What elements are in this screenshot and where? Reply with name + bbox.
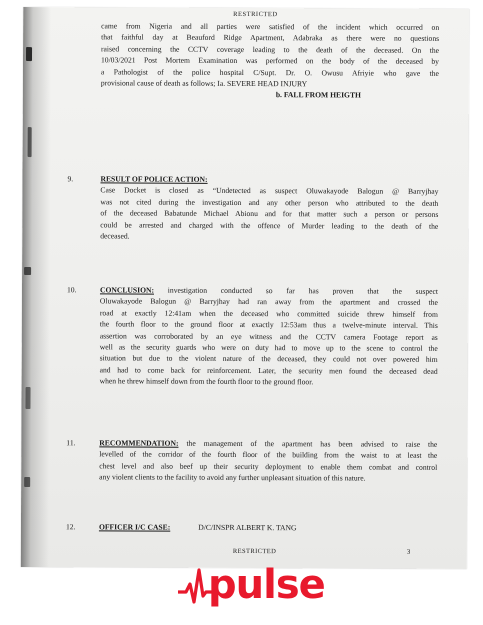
text-line: could be arrested and charged with the offence of Murder leading to the death of the	[100, 219, 439, 231]
section-recommendation	[99, 437, 437, 484]
text-line: and had to come back for reinforcement. Later, the security men found the deceased dead	[99, 365, 438, 376]
officer-name: D/C/INSPR ALBERT K. TANG	[198, 522, 297, 533]
section-result-of-police-action	[100, 173, 438, 243]
text-line: Case Docket is closed as “Undetected as suspect Oluwakayode Balogun @ Barryjhay	[100, 185, 439, 197]
text-line: Oluwakayode Balogun @ Barryjhay had ran away from the apartment and crossed the	[99, 296, 438, 308]
text-line: situation but due to the violent nature of the deceased, they could not over powered him	[99, 353, 438, 365]
text-line: of the deceased Babatunde Michael Abionu and for that matter such a person or persons	[100, 208, 439, 220]
intro-paragraph	[101, 20, 439, 101]
section-number: 10.	[66, 285, 77, 295]
section-conclusion	[100, 284, 438, 388]
text-line: raised concerning the CCTV coverage leading to the death of the deceased. On the	[101, 44, 440, 55]
pulse-logo	[178, 562, 325, 614]
text-line: well as the security guards who were on duty had to move up to the scene to control the	[99, 342, 438, 353]
cause-b-line: b. FALL FROM HEIGTH	[275, 90, 361, 100]
section-heading: CONCLUSION:	[99, 285, 155, 295]
section-officer-ic-case	[99, 521, 437, 534]
text-line: chest level and also beef up their security deployment to enable them combat and control	[99, 461, 438, 472]
text-line: assertion was corroborated by an eye witness and the CCTV camera Footage report as	[99, 330, 438, 342]
page-number: 3	[406, 548, 411, 556]
text-line: deceased.	[100, 231, 130, 241]
section-heading: RECOMMENDATION:	[99, 438, 179, 448]
text-line: the fourth floor to the ground floor at exactly 12:53am thus a twelve-minute interval. This	[99, 319, 438, 331]
section-heading: OFFICER I/C CASE:	[98, 522, 171, 532]
scan-speck	[25, 387, 30, 409]
footer-restricted: RESTRICTED	[232, 547, 277, 556]
scanned-document-page	[21, 7, 469, 569]
text-line: 10/03/2021 Post Mortem Examination was performed on the body of the deceased by	[100, 55, 440, 67]
scan-speck	[24, 477, 30, 487]
text-line: when he threw himself down from the fourth floor to the ground floor.	[99, 376, 314, 387]
section-number: 9.	[67, 174, 74, 184]
text-line: that faithful day at Beauford Ridge Apartment, Adabraka as there were no questions	[101, 32, 440, 44]
text-line: came from Nigeria and all parties were satisfied of the incident which occurred on	[101, 21, 440, 32]
scan-speck	[26, 47, 32, 61]
section-heading: RESULT OF POLICE ACTION:	[100, 174, 208, 184]
pulse-wordmark: pulse	[208, 562, 325, 608]
scan-speck	[24, 267, 31, 275]
text-line: any violent clients to the facility to avoid any further unpleasant situation of this nature.	[99, 472, 366, 483]
text-line: provisional cause of death as follows; Ia. SEVERE HEAD INJURY	[100, 78, 308, 89]
section-number: 12.	[65, 522, 76, 532]
scan-speck	[28, 127, 32, 157]
text-line: a Pathologist of the police hospital C/Supt. Dr. O. Owusu Afriyie who gave the	[100, 66, 439, 78]
text-line: road at exactly 12:41am when the deceased who committed suicide threw himself from	[99, 308, 438, 319]
text-line	[99, 521, 437, 534]
header-restricted: RESTRICTED	[233, 10, 278, 19]
text-line: levelled of the corridor of the fourth floor of the building from the waist to at least the	[99, 449, 438, 461]
text-line: was not cited during the investigation and any other person who attributed to the death	[100, 197, 439, 208]
text-run: the management of the apartment has been advised to raise the	[178, 438, 438, 449]
section-number: 11.	[66, 438, 76, 448]
text-run: investigation conducted so far has proven that the suspect	[153, 285, 439, 296]
